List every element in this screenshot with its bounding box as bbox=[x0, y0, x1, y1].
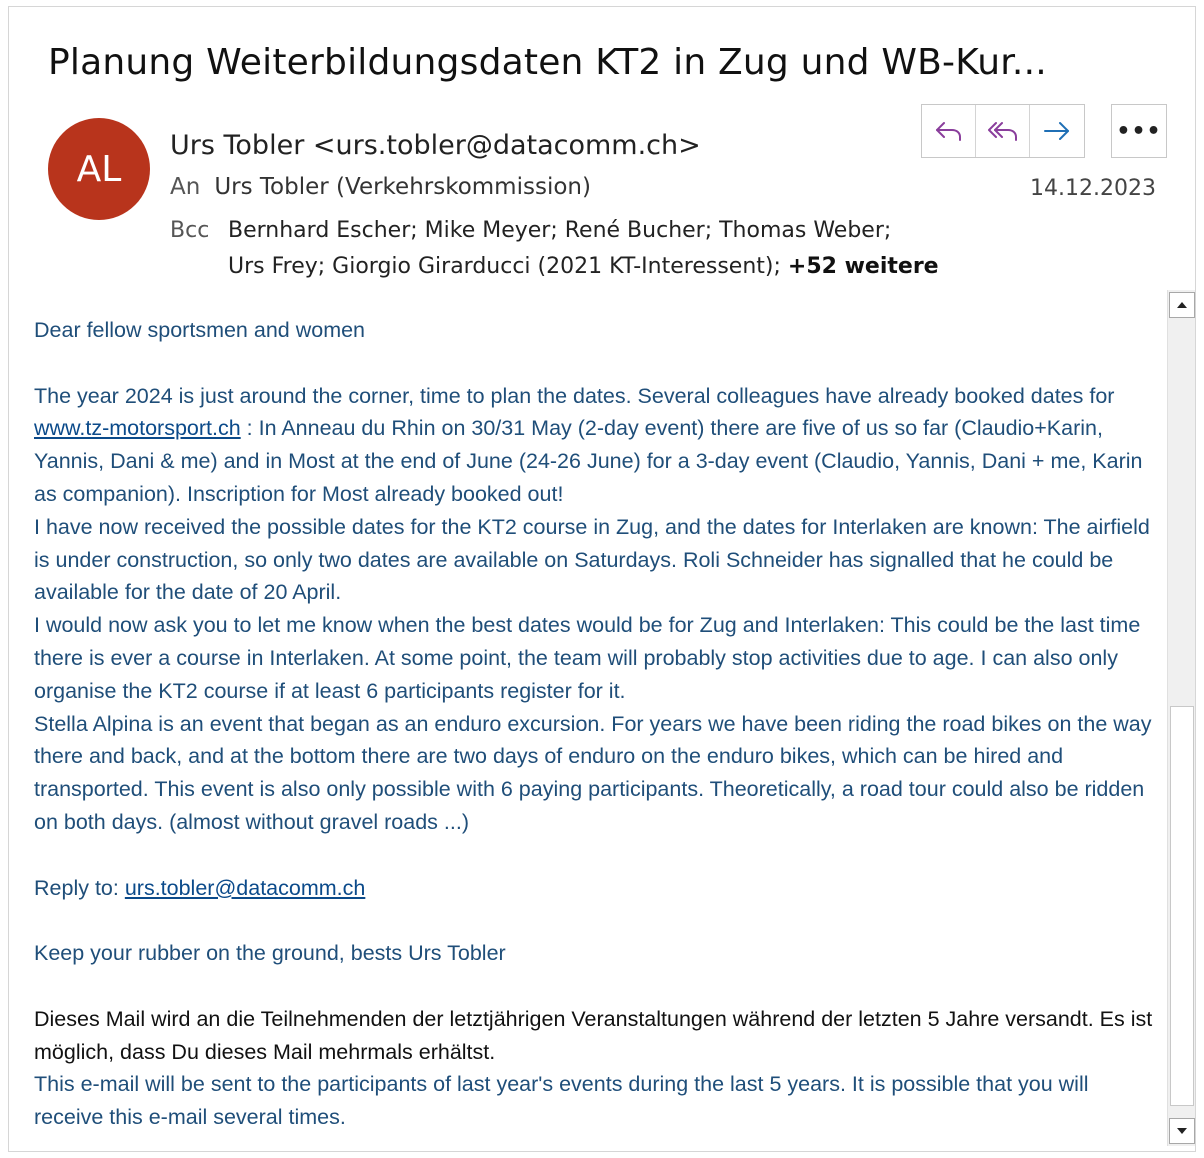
vertical-scrollbar[interactable] bbox=[1167, 290, 1195, 1146]
avatar-initials: AL bbox=[76, 148, 122, 190]
reply-all-button[interactable] bbox=[976, 105, 1030, 157]
scroll-down-button[interactable] bbox=[1169, 1118, 1195, 1144]
reply-icon bbox=[934, 119, 964, 143]
spacer bbox=[34, 839, 1154, 872]
bcc-more-recipients[interactable]: +52 weitere bbox=[787, 254, 939, 279]
email-subject: Planung Weiterbildungsdaten KT2 in Zug und WB-Kur... bbox=[48, 42, 1047, 83]
caret-up-icon bbox=[1176, 301, 1188, 309]
scroll-up-button[interactable] bbox=[1169, 292, 1195, 318]
reply-button[interactable] bbox=[922, 105, 976, 157]
paragraph-kt2: I have now received the possible dates for the KT2 course in Zug, and the dates for Interlaken are known: The airfield is under construction, so only two dates are available on Saturdays. Roli Schneider has signalled that he could be available for the date of 20 April. bbox=[34, 514, 1150, 605]
message-actions bbox=[921, 104, 1167, 158]
reply-actions-group bbox=[921, 104, 1085, 158]
paragraph-dates-text-1: The year 2024 is just around the corner, time to plan the dates. Several colleagues have already booked dates for bbox=[34, 383, 1115, 408]
english-note: This e-mail will be sent to the participants of last year's events during the last 5 years. It is possible that you will receive this e-mail several times. bbox=[34, 1072, 1089, 1130]
sent-date: 14.12.2023 bbox=[1030, 176, 1156, 201]
tz-motorsport-link[interactable]: www.tz-motorsport.ch bbox=[34, 416, 241, 441]
bcc-recipients-line-2-text[interactable]: Urs Frey; Giorgio Girarducci (2021 KT-Interessent); bbox=[228, 254, 781, 279]
sender-avatar[interactable] bbox=[48, 118, 150, 220]
reply-to-line bbox=[34, 872, 1154, 905]
email-body bbox=[34, 314, 1154, 1134]
german-note: Dieses Mail wird an die Teilnehmenden der letztjährigen Veranstaltungen während der letzten 5 Jahre versandt. Es ist möglich, dass Du dieses Mail mehrmals erhältst. bbox=[34, 1006, 1153, 1064]
bcc-label: Bcc bbox=[170, 218, 210, 243]
paragraph-stella-alpina: Stella Alpina is an event that began as an enduro excursion. For years we have been riding the road bikes on the way there and back, and at the bottom there are two days of enduro on the enduro bikes, which can be hired and transported. This event is also only possible with 6 paying participants. Theoretically, a road tour could also be ridden on both days. (almost without gravel roads ...) bbox=[34, 711, 1152, 834]
signoff: Keep your rubber on the ground, bests Urs Tobler bbox=[34, 941, 506, 966]
forward-icon bbox=[1042, 119, 1072, 143]
spacer bbox=[34, 970, 1154, 1003]
to-label: An bbox=[170, 174, 201, 200]
reply-to-email-link[interactable]: urs.tobler@datacomm.ch bbox=[124, 875, 366, 900]
spacer bbox=[34, 904, 1154, 937]
reply-all-icon bbox=[987, 119, 1019, 143]
to-row bbox=[170, 174, 591, 200]
reply-to-label: Reply to: bbox=[34, 875, 125, 900]
spacer bbox=[34, 347, 1154, 380]
scrollbar-thumb[interactable] bbox=[1170, 706, 1194, 1106]
caret-down-icon bbox=[1176, 1127, 1188, 1135]
paragraph-dates bbox=[34, 380, 1154, 511]
greeting: Dear fellow sportsmen and women bbox=[34, 318, 366, 342]
to-recipient[interactable]: Urs Tobler (Verkehrskommission) bbox=[214, 174, 591, 200]
more-actions-button[interactable]: ••• bbox=[1111, 104, 1167, 158]
sender-name[interactable]: Urs Tobler <urs.tobler@datacomm.ch> bbox=[170, 130, 701, 161]
paragraph-request: I would now ask you to let me know when the best dates would be for Zug and Interlaken: This could be the last time there is ever a course in Interlaken. At some point, the team will probably stop activities due to age. I can also only organise the KT2 course if at least 6 participants register for it. bbox=[34, 613, 1141, 703]
bcc-recipients-line-2 bbox=[228, 254, 939, 279]
forward-button[interactable] bbox=[1030, 105, 1084, 157]
bcc-recipients-line-1[interactable]: Bernhard Escher; Mike Meyer; René Bucher; Thomas Weber; bbox=[228, 218, 892, 243]
paragraph-dates-text-2: : In Anneau du Rhin on 30/31 May (2-day event) there are five of us so far (Claudio+Karin, Yannis, Dani & me) and in Most at the end of June (24-26 June) for a 3-day event (Claudio, Yannis, Dani + me, Karin as companion). Inscription for Most already booked out! bbox=[34, 416, 1143, 506]
